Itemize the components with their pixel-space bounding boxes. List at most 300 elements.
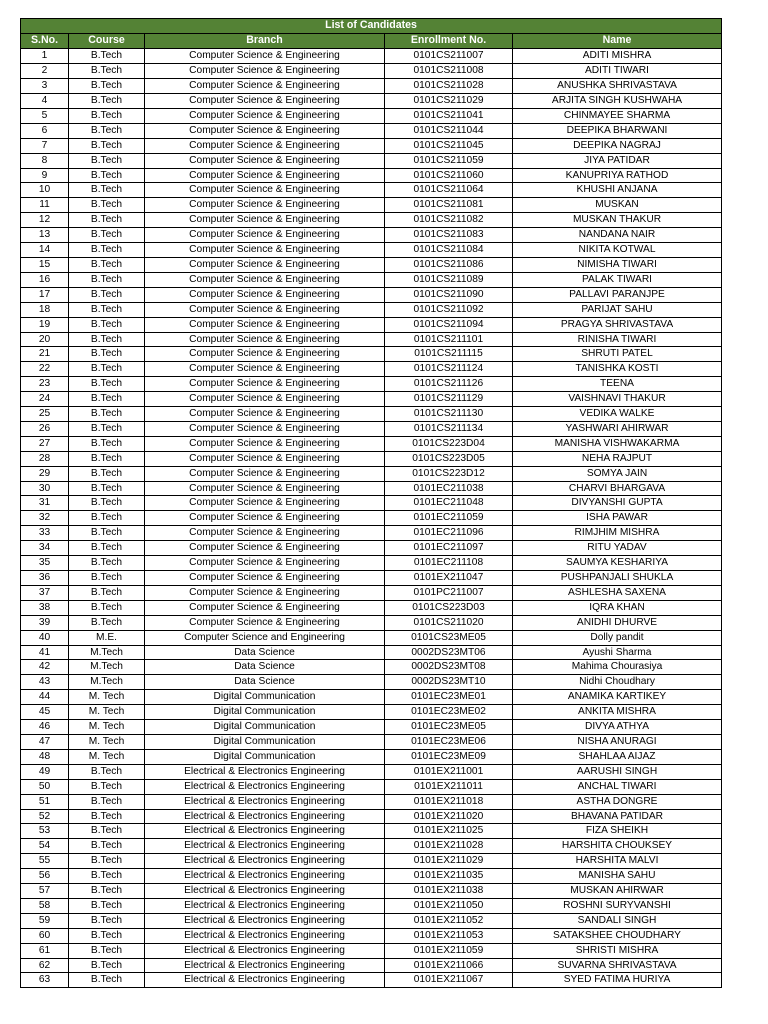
cell-enrollment-no: 0101CS211028	[385, 79, 513, 94]
cell-name: NIKITA KOTWAL	[513, 243, 722, 258]
cell-branch: Computer Science & Engineering	[145, 243, 385, 258]
cell-name: KHUSHI ANJANA	[513, 183, 722, 198]
cell-name: MUSKAN	[513, 198, 722, 213]
cell-course: M.Tech	[69, 660, 145, 675]
cell-enrollment-no: 0101EX211011	[385, 779, 513, 794]
cell-sno: 20	[21, 332, 69, 347]
table-row	[21, 243, 722, 258]
cell-sno: 61	[21, 943, 69, 958]
table-row	[21, 362, 722, 377]
cell-sno: 25	[21, 407, 69, 422]
cell-name: MANISHA VISHWAKARMA	[513, 436, 722, 451]
cell-name: ANCHAL TIWARI	[513, 779, 722, 794]
cell-name: Mahima Chourasiya	[513, 660, 722, 675]
cell-course: B.Tech	[69, 436, 145, 451]
cell-sno: 34	[21, 541, 69, 556]
cell-enrollment-no: 0101CS223D04	[385, 436, 513, 451]
cell-enrollment-no: 0101CS211101	[385, 332, 513, 347]
table-row	[21, 585, 722, 600]
cell-enrollment-no: 0101EX211029	[385, 854, 513, 869]
table-row	[21, 556, 722, 571]
cell-sno: 43	[21, 675, 69, 690]
table-row	[21, 571, 722, 586]
cell-sno: 62	[21, 958, 69, 973]
cell-name: SHRISTI MISHRA	[513, 943, 722, 958]
cell-course: M. Tech	[69, 749, 145, 764]
cell-branch: Computer Science & Engineering	[145, 571, 385, 586]
cell-sno: 38	[21, 600, 69, 615]
cell-sno: 33	[21, 526, 69, 541]
cell-name: TEENA	[513, 377, 722, 392]
table-row	[21, 734, 722, 749]
cell-name: NISHA ANURAGI	[513, 734, 722, 749]
table-row	[21, 898, 722, 913]
cell-course: B.Tech	[69, 481, 145, 496]
table-head	[21, 19, 722, 49]
cell-branch: Computer Science & Engineering	[145, 541, 385, 556]
cell-name: IQRA KHAN	[513, 600, 722, 615]
table-row	[21, 153, 722, 168]
cell-sno: 39	[21, 615, 69, 630]
cell-branch: Computer Science & Engineering	[145, 526, 385, 541]
cell-sno: 12	[21, 213, 69, 228]
cell-sno: 49	[21, 764, 69, 779]
cell-sno: 35	[21, 556, 69, 571]
cell-sno: 11	[21, 198, 69, 213]
cell-course: B.Tech	[69, 824, 145, 839]
header-row	[21, 34, 722, 49]
cell-branch: Electrical & Electronics Engineering	[145, 973, 385, 988]
cell-name: SATAKSHEE CHOUDHARY	[513, 928, 722, 943]
cell-course: B.Tech	[69, 869, 145, 884]
cell-course: B.Tech	[69, 854, 145, 869]
cell-branch: Computer Science & Engineering	[145, 362, 385, 377]
cell-enrollment-no: 0101PC211007	[385, 585, 513, 600]
cell-sno: 10	[21, 183, 69, 198]
cell-name: CHINMAYEE SHARMA	[513, 108, 722, 123]
cell-branch: Digital Communication	[145, 734, 385, 749]
cell-enrollment-no: 0101CS211134	[385, 421, 513, 436]
cell-branch: Electrical & Electronics Engineering	[145, 869, 385, 884]
cell-enrollment-no: 0101CS211008	[385, 64, 513, 79]
cell-sno: 55	[21, 854, 69, 869]
cell-branch: Data Science	[145, 645, 385, 660]
cell-sno: 17	[21, 287, 69, 302]
cell-sno: 41	[21, 645, 69, 660]
cell-course: B.Tech	[69, 958, 145, 973]
cell-name: DEEPIKA BHARWANI	[513, 123, 722, 138]
cell-enrollment-no: 0101EX211067	[385, 973, 513, 988]
cell-name: SHAHLAA AIJAZ	[513, 749, 722, 764]
cell-name: MANISHA SAHU	[513, 869, 722, 884]
cell-course: B.Tech	[69, 377, 145, 392]
cell-branch: Computer Science & Engineering	[145, 272, 385, 287]
cell-name: VAISHNAVI THAKUR	[513, 392, 722, 407]
table-row	[21, 94, 722, 109]
cell-course: B.Tech	[69, 615, 145, 630]
cell-course: B.Tech	[69, 362, 145, 377]
cell-sno: 32	[21, 511, 69, 526]
cell-course: M. Tech	[69, 720, 145, 735]
cell-course: B.Tech	[69, 272, 145, 287]
cell-course: B.Tech	[69, 332, 145, 347]
cell-enrollment-no: 0101EX211028	[385, 839, 513, 854]
cell-name: ADITI MISHRA	[513, 49, 722, 64]
cell-course: B.Tech	[69, 108, 145, 123]
cell-course: B.Tech	[69, 257, 145, 272]
table-row	[21, 615, 722, 630]
cell-enrollment-no: 0101CS211126	[385, 377, 513, 392]
cell-sno: 30	[21, 481, 69, 496]
cell-branch: Computer Science and Engineering	[145, 630, 385, 645]
table-row	[21, 392, 722, 407]
cell-sno: 59	[21, 913, 69, 928]
cell-branch: Computer Science & Engineering	[145, 198, 385, 213]
cell-enrollment-no: 0101EX211050	[385, 898, 513, 913]
cell-course: B.Tech	[69, 496, 145, 511]
cell-branch: Computer Science & Engineering	[145, 407, 385, 422]
table-row	[21, 973, 722, 988]
cell-course: B.Tech	[69, 585, 145, 600]
header-name: Name	[513, 34, 722, 49]
cell-sno: 45	[21, 705, 69, 720]
cell-branch: Computer Science & Engineering	[145, 615, 385, 630]
cell-enrollment-no: 0101EX211047	[385, 571, 513, 586]
cell-name: SOMYA JAIN	[513, 466, 722, 481]
cell-name: RIMJHIM MISHRA	[513, 526, 722, 541]
cell-name: BHAVANA PATIDAR	[513, 809, 722, 824]
cell-name: YASHWARI AHIRWAR	[513, 421, 722, 436]
cell-course: B.Tech	[69, 884, 145, 899]
table-body	[21, 49, 722, 988]
cell-course: B.Tech	[69, 809, 145, 824]
cell-name: NIMISHA TIWARI	[513, 257, 722, 272]
cell-sno: 57	[21, 884, 69, 899]
cell-course: B.Tech	[69, 451, 145, 466]
table-row	[21, 496, 722, 511]
table-row	[21, 138, 722, 153]
cell-enrollment-no: 0101EC211108	[385, 556, 513, 571]
cell-name: NEHA RAJPUT	[513, 451, 722, 466]
cell-name: PARIJAT SAHU	[513, 302, 722, 317]
cell-branch: Computer Science & Engineering	[145, 183, 385, 198]
cell-sno: 1	[21, 49, 69, 64]
table-row	[21, 854, 722, 869]
table-row	[21, 928, 722, 943]
cell-branch: Electrical & Electronics Engineering	[145, 809, 385, 824]
cell-course: B.Tech	[69, 913, 145, 928]
cell-branch: Computer Science & Engineering	[145, 332, 385, 347]
cell-enrollment-no: 0101CS211094	[385, 317, 513, 332]
cell-sno: 7	[21, 138, 69, 153]
cell-enrollment-no: 0101EC23ME09	[385, 749, 513, 764]
cell-branch: Digital Communication	[145, 690, 385, 705]
cell-enrollment-no: 0101EX211066	[385, 958, 513, 973]
cell-sno: 2	[21, 64, 69, 79]
cell-branch: Electrical & Electronics Engineering	[145, 839, 385, 854]
cell-course: M.Tech	[69, 675, 145, 690]
cell-course: B.Tech	[69, 928, 145, 943]
cell-course: B.Tech	[69, 243, 145, 258]
cell-sno: 58	[21, 898, 69, 913]
cell-course: B.Tech	[69, 943, 145, 958]
cell-course: B.Tech	[69, 183, 145, 198]
cell-sno: 28	[21, 451, 69, 466]
cell-sno: 44	[21, 690, 69, 705]
cell-sno: 29	[21, 466, 69, 481]
cell-name: VEDIKA WALKE	[513, 407, 722, 422]
cell-enrollment-no: 0101EX211020	[385, 809, 513, 824]
cell-enrollment-no: 0101CS211090	[385, 287, 513, 302]
cell-name: PRAGYA SHRIVASTAVA	[513, 317, 722, 332]
cell-sno: 48	[21, 749, 69, 764]
table-row	[21, 749, 722, 764]
cell-branch: Electrical & Electronics Engineering	[145, 824, 385, 839]
cell-name: ISHA PAWAR	[513, 511, 722, 526]
cell-branch: Computer Science & Engineering	[145, 257, 385, 272]
cell-enrollment-no: 0101CS211084	[385, 243, 513, 258]
cell-sno: 18	[21, 302, 69, 317]
cell-sno: 13	[21, 228, 69, 243]
cell-sno: 15	[21, 257, 69, 272]
cell-sno: 24	[21, 392, 69, 407]
table-row	[21, 526, 722, 541]
cell-branch: Computer Science & Engineering	[145, 108, 385, 123]
table-row	[21, 436, 722, 451]
header-sno: S.No.	[21, 34, 69, 49]
cell-sno: 3	[21, 79, 69, 94]
cell-sno: 22	[21, 362, 69, 377]
cell-sno: 40	[21, 630, 69, 645]
cell-name: PUSHPANJALI SHUKLA	[513, 571, 722, 586]
cell-course: B.Tech	[69, 123, 145, 138]
cell-course: B.Tech	[69, 64, 145, 79]
cell-branch: Electrical & Electronics Engineering	[145, 764, 385, 779]
table-row	[21, 407, 722, 422]
cell-course: B.Tech	[69, 138, 145, 153]
table-row	[21, 705, 722, 720]
table-row	[21, 317, 722, 332]
cell-branch: Digital Communication	[145, 749, 385, 764]
cell-course: B.Tech	[69, 839, 145, 854]
cell-course: B.Tech	[69, 407, 145, 422]
cell-branch: Computer Science & Engineering	[145, 436, 385, 451]
cell-enrollment-no: 0101EC23ME05	[385, 720, 513, 735]
cell-enrollment-no: 0101EC211059	[385, 511, 513, 526]
cell-branch: Digital Communication	[145, 705, 385, 720]
cell-sno: 52	[21, 809, 69, 824]
table-row	[21, 79, 722, 94]
cell-branch: Computer Science & Engineering	[145, 64, 385, 79]
cell-name: ASHLESHA SAXENA	[513, 585, 722, 600]
cell-branch: Computer Science & Engineering	[145, 79, 385, 94]
cell-branch: Computer Science & Engineering	[145, 496, 385, 511]
cell-branch: Computer Science & Engineering	[145, 213, 385, 228]
cell-enrollment-no: 0101CS211092	[385, 302, 513, 317]
candidate-list-sheet	[20, 18, 722, 988]
cell-branch: Computer Science & Engineering	[145, 317, 385, 332]
table-row	[21, 720, 722, 735]
table-row	[21, 347, 722, 362]
table-row	[21, 287, 722, 302]
cell-course: B.Tech	[69, 392, 145, 407]
cell-course: B.Tech	[69, 898, 145, 913]
cell-name: Nidhi Choudhary	[513, 675, 722, 690]
cell-course: B.Tech	[69, 541, 145, 556]
cell-enrollment-no: 0101EX211052	[385, 913, 513, 928]
cell-name: MUSKAN THAKUR	[513, 213, 722, 228]
cell-enrollment-no: 0002DS23MT10	[385, 675, 513, 690]
cell-name: SAUMYA KESHARIYA	[513, 556, 722, 571]
cell-course: B.Tech	[69, 153, 145, 168]
cell-course: B.Tech	[69, 571, 145, 586]
cell-course: B.Tech	[69, 421, 145, 436]
table-row	[21, 600, 722, 615]
cell-name: ANAMIKA KARTIKEY	[513, 690, 722, 705]
cell-enrollment-no: 0101CS223D03	[385, 600, 513, 615]
table-row	[21, 511, 722, 526]
cell-sno: 42	[21, 660, 69, 675]
cell-enrollment-no: 0101CS211081	[385, 198, 513, 213]
cell-name: ROSHNI SURYVANSHI	[513, 898, 722, 913]
cell-course: B.Tech	[69, 213, 145, 228]
cell-branch: Computer Science & Engineering	[145, 556, 385, 571]
cell-sno: 50	[21, 779, 69, 794]
cell-sno: 36	[21, 571, 69, 586]
table-row	[21, 123, 722, 138]
table-row	[21, 869, 722, 884]
cell-branch: Computer Science & Engineering	[145, 600, 385, 615]
cell-sno: 4	[21, 94, 69, 109]
cell-name: ARJITA SINGH KUSHWAHA	[513, 94, 722, 109]
cell-sno: 5	[21, 108, 69, 123]
cell-enrollment-no: 0101CS211130	[385, 407, 513, 422]
cell-enrollment-no: 0101CS223D12	[385, 466, 513, 481]
cell-sno: 6	[21, 123, 69, 138]
cell-enrollment-no: 0101EX211025	[385, 824, 513, 839]
cell-course: B.Tech	[69, 600, 145, 615]
table-row	[21, 108, 722, 123]
cell-enrollment-no: 0101CS223D05	[385, 451, 513, 466]
cell-sno: 47	[21, 734, 69, 749]
header-branch: Branch	[145, 34, 385, 49]
cell-sno: 21	[21, 347, 69, 362]
cell-enrollment-no: 0101EC211097	[385, 541, 513, 556]
cell-branch: Computer Science & Engineering	[145, 228, 385, 243]
cell-enrollment-no: 0101EX211035	[385, 869, 513, 884]
table-row	[21, 198, 722, 213]
cell-name: SUVARNA SHRIVASTAVA	[513, 958, 722, 973]
cell-enrollment-no: 0101CS211124	[385, 362, 513, 377]
cell-branch: Electrical & Electronics Engineering	[145, 958, 385, 973]
cell-course: B.Tech	[69, 287, 145, 302]
cell-enrollment-no: 0101CS211029	[385, 94, 513, 109]
table-row	[21, 913, 722, 928]
cell-branch: Computer Science & Engineering	[145, 392, 385, 407]
cell-enrollment-no: 0101EX211059	[385, 943, 513, 958]
cell-sno: 53	[21, 824, 69, 839]
cell-name: ANKITA MISHRA	[513, 705, 722, 720]
cell-course: B.Tech	[69, 794, 145, 809]
cell-enrollment-no: 0101CS211020	[385, 615, 513, 630]
cell-sno: 51	[21, 794, 69, 809]
cell-enrollment-no: 0101CS211044	[385, 123, 513, 138]
cell-course: B.Tech	[69, 347, 145, 362]
cell-branch: Digital Communication	[145, 720, 385, 735]
cell-enrollment-no: 0002DS23MT06	[385, 645, 513, 660]
cell-sno: 26	[21, 421, 69, 436]
cell-branch: Electrical & Electronics Engineering	[145, 943, 385, 958]
cell-branch: Computer Science & Engineering	[145, 585, 385, 600]
cell-enrollment-no: 0101EC211048	[385, 496, 513, 511]
cell-branch: Computer Science & Engineering	[145, 302, 385, 317]
table-row	[21, 690, 722, 705]
cell-branch: Electrical & Electronics Engineering	[145, 898, 385, 913]
title-row	[21, 19, 722, 34]
table-row	[21, 839, 722, 854]
cell-name: ASTHA DONGRE	[513, 794, 722, 809]
cell-enrollment-no: 0101EX211001	[385, 764, 513, 779]
cell-course: M. Tech	[69, 734, 145, 749]
cell-name: RINISHA TIWARI	[513, 332, 722, 347]
cell-branch: Computer Science & Engineering	[145, 287, 385, 302]
cell-name: NANDANA NAIR	[513, 228, 722, 243]
cell-enrollment-no: 0101CS211041	[385, 108, 513, 123]
cell-branch: Data Science	[145, 660, 385, 675]
cell-name: TANISHKA KOSTI	[513, 362, 722, 377]
cell-enrollment-no: 0101EC23ME01	[385, 690, 513, 705]
cell-enrollment-no: 0101EX211038	[385, 884, 513, 899]
cell-sno: 16	[21, 272, 69, 287]
table-row	[21, 257, 722, 272]
cell-branch: Computer Science & Engineering	[145, 49, 385, 64]
cell-enrollment-no: 0101CS211060	[385, 168, 513, 183]
cell-name: KANUPRIYA RATHOD	[513, 168, 722, 183]
cell-course: B.Tech	[69, 973, 145, 988]
cell-enrollment-no: 0101EX211018	[385, 794, 513, 809]
table-row	[21, 645, 722, 660]
cell-branch: Electrical & Electronics Engineering	[145, 913, 385, 928]
cell-branch: Computer Science & Engineering	[145, 466, 385, 481]
cell-branch: Electrical & Electronics Engineering	[145, 794, 385, 809]
cell-enrollment-no: 0101CS211064	[385, 183, 513, 198]
table-row	[21, 481, 722, 496]
cell-sno: 56	[21, 869, 69, 884]
cell-course: B.Tech	[69, 526, 145, 541]
cell-course: M.E.	[69, 630, 145, 645]
cell-course: B.Tech	[69, 168, 145, 183]
table-row	[21, 764, 722, 779]
table-row	[21, 660, 722, 675]
cell-sno: 31	[21, 496, 69, 511]
cell-sno: 19	[21, 317, 69, 332]
cell-sno: 37	[21, 585, 69, 600]
cell-course: B.Tech	[69, 79, 145, 94]
table-row	[21, 943, 722, 958]
cell-name: HARSHITA MALVI	[513, 854, 722, 869]
cell-enrollment-no: 0101CS211083	[385, 228, 513, 243]
table-row	[21, 675, 722, 690]
cell-course: M.Tech	[69, 645, 145, 660]
table-row	[21, 466, 722, 481]
cell-branch: Computer Science & Engineering	[145, 123, 385, 138]
header-course: Course	[69, 34, 145, 49]
cell-course: M. Tech	[69, 690, 145, 705]
cell-name: FIZA SHEIKH	[513, 824, 722, 839]
cell-enrollment-no: 0101EC211096	[385, 526, 513, 541]
cell-course: B.Tech	[69, 556, 145, 571]
cell-sno: 27	[21, 436, 69, 451]
